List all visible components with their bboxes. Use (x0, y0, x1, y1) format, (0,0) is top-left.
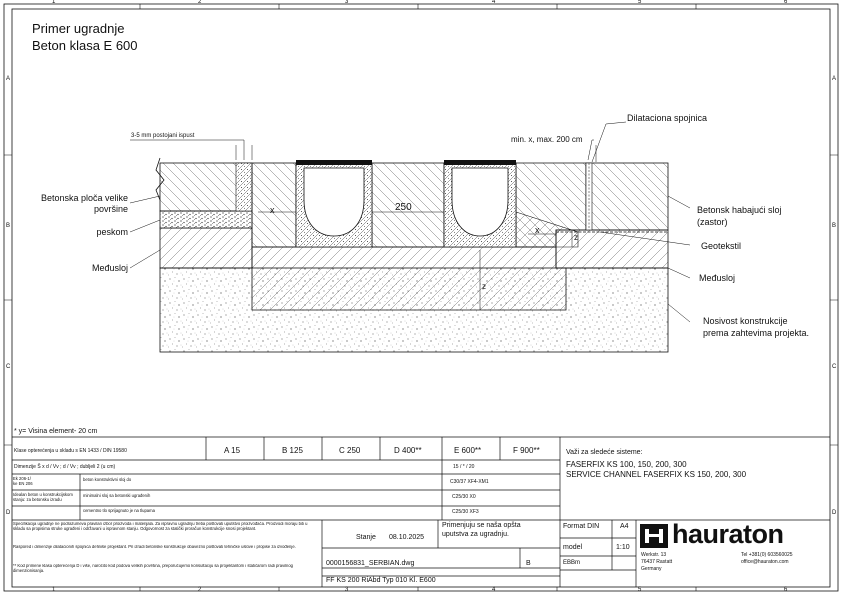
company-address-1: Werkstr. 13 (641, 552, 667, 558)
dimension-250: 250 (395, 202, 412, 213)
row3-left: Idealan beton u konstrukcijskom stanju: za betonsku izradu (13, 492, 73, 502)
label-postojani-ispust: 3-5 mm postojani ispust (131, 133, 195, 139)
load-class-d400: D 400** (394, 446, 422, 455)
grating-1 (296, 160, 372, 165)
column-label: 5 (638, 0, 642, 5)
load-class-c250: C 250 (339, 446, 361, 455)
left-intermediate-layer (160, 228, 252, 268)
drawing-code: EBBm (563, 560, 581, 566)
load-class-f900: F 900** (513, 446, 540, 455)
column-label: 4 (492, 0, 496, 5)
column-label: 1 (52, 587, 56, 593)
note-1: Specifikacija ugradnje ne podrazumeva pravilan izbor proizvoda i materijala. Za ispravnu ugradnju treba poštovati uputstvo proizvođača. Proizvodi moraju biti u skladu sa propisima struke ugrađeni i održavani u ispravnom stanju. Odgovornost za statički proračun konstrukcije snosi projektant. (13, 522, 308, 531)
right-wearing-layer (586, 163, 668, 230)
load-class-e600: E 600** (454, 446, 482, 455)
label-betonska-ploca-2: površine (93, 204, 128, 214)
label-habajuci-1: Betonsk habajući sloj (697, 205, 782, 215)
column-label: 6 (784, 587, 788, 593)
dimension-z-right: z (574, 233, 578, 242)
label-betonska-ploca-1: Betonska ploča velike (40, 193, 128, 203)
left-joint-strip (236, 163, 252, 211)
column-label: 1 (52, 0, 56, 5)
label-medjusloj-left: Međusloj (91, 263, 128, 273)
company-phone: Tel +381(0) 603560025 (741, 552, 793, 558)
row-label: B (832, 223, 837, 229)
load-class-b125: B 125 (282, 446, 303, 455)
apply-line-2: uputstva za ugradnju. (442, 531, 509, 538)
channel-foundation (252, 247, 566, 310)
note-3: ** Kod primene klasa opterećenja D i više, naročito kod podova velikih površina, preporučujemo konsultaciju sa projektantom i statičarom radi pravilnog dimenzionisanja. (13, 564, 294, 573)
load-class-a15: A 15 (224, 446, 241, 455)
format-value: A4 (620, 523, 629, 530)
sand-bedding (160, 211, 252, 228)
column-label: 3 (345, 0, 349, 5)
company-address-3: Germany (641, 566, 662, 572)
row4-value: C25/30 XF3 (452, 509, 479, 515)
hauraton-logo-mark (640, 524, 668, 548)
row-label: C (6, 364, 11, 370)
grating-2 (444, 160, 516, 165)
validity-line-2: SERVICE CHANNEL FASERFIX KS 150, 200, 300 (566, 470, 747, 479)
model-label: model (563, 544, 583, 551)
validity-line-1: FASERFIX KS 100, 150, 200, 300 (566, 460, 687, 469)
row3-value: C25/30 X0 (452, 494, 476, 500)
row-label: B (6, 223, 11, 229)
column-label: 3 (345, 587, 349, 593)
scale-value: 1:10 (616, 544, 630, 551)
row-label: D (6, 510, 11, 516)
row-label: C (832, 364, 837, 370)
stanje-label: Stanje (356, 534, 376, 541)
note-2: Raspored i dimenzije dilatacionih spojnica definiše projektant. Pri izradi betonske konstrukcije obavezno poštovati tehničke uslove i propise za izvođenje. (13, 545, 296, 549)
label-peskom: peskom (96, 227, 128, 237)
cross-section (130, 122, 690, 352)
dimension-x-right: x (535, 225, 540, 235)
row4-mid: cementno tlo sprijagnuto je na tlupama (83, 508, 155, 513)
revision: B (526, 560, 531, 567)
company-name: hauraton (672, 519, 784, 549)
column-label: 5 (638, 587, 642, 593)
drainage-channel-1 (296, 160, 372, 247)
label-habajuci-2: (zastor) (697, 217, 728, 227)
drawing-title: FF KS 200 RiAbd Typ 010 Kl. E600 (326, 577, 436, 584)
row-label: A (832, 76, 837, 82)
row3-mid: minimalni sloj sa betonski ugrađenih (83, 493, 151, 498)
column-label: 4 (492, 587, 496, 593)
label-geotekstil: Geotekstil (701, 241, 742, 251)
row2-mid: beton konstruktivni sloj do (83, 477, 132, 482)
company-address-2: 76437 Rastatt (641, 559, 673, 565)
company-email: office@hauraton.com (741, 559, 789, 565)
row1-value: 15 / * / 20 (453, 464, 475, 470)
row1-label: Dimenzije Š x d / Vv ; d / Vv ; dubljeli 2 (u cm) (14, 464, 116, 470)
row2-value: C30/37 XF4-XM1 (450, 479, 489, 485)
file-name: 0000156831_SERBIAN.dwg (326, 560, 415, 567)
column-label: 2 (198, 587, 202, 593)
table-header-label: Klase opterećenja u skladu s EN 1433 / DIN 19580 (14, 448, 127, 454)
page-subtitle: Beton klasa E 600 (32, 38, 138, 53)
page-title: Primer ugradnje (32, 21, 125, 36)
format-label: Format DIN (563, 523, 600, 530)
label-nosivost-1: Nosivost konstrukcije (703, 316, 788, 326)
footnote: * y= Visina element- 20 cm (14, 428, 98, 435)
dimension-x-left: x (270, 205, 275, 215)
column-label: 6 (784, 0, 788, 5)
row-label: A (6, 76, 11, 82)
label-min-max: min. x, max. 200 cm (511, 135, 583, 144)
label-dilataciona: Dilataciona spojnica (627, 113, 708, 123)
dimension-z-mid: z (482, 282, 486, 291)
drainage-channel-2 (444, 160, 516, 247)
label-medjusloj-right: Međusloj (699, 273, 736, 283)
apply-line-1: Primenjuju se naša opšta (442, 522, 521, 529)
row2-left: Ek 206-1/ ke EN 206 (13, 476, 33, 486)
validity-header: Važi za sledeće sisteme: (566, 449, 643, 456)
label-nosivost-2: prema zahtevima projekta. (703, 328, 810, 338)
stanje-date: 08.10.2025 (389, 534, 425, 541)
column-label: 2 (198, 0, 202, 5)
row-label: D (832, 510, 837, 516)
